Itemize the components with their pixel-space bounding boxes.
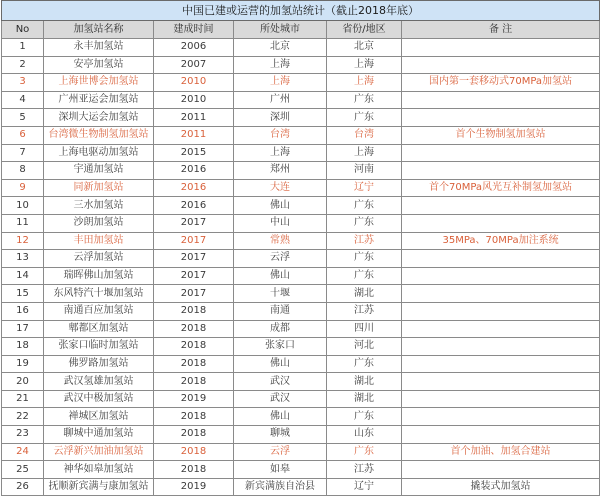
cell-city: 佛山	[234, 197, 327, 215]
cell-no: 7	[2, 144, 44, 162]
table-row	[2, 197, 600, 215]
cell-province: 江苏	[327, 232, 402, 250]
table-row	[2, 214, 600, 232]
cell-remark	[402, 250, 600, 268]
cell-station-name: 云浮新兴加油加氢站	[44, 443, 154, 461]
cell-station-name: 上海电驱动加氢站	[44, 144, 154, 162]
cell-no: 25	[2, 461, 44, 479]
table-row	[2, 126, 600, 144]
cell-city: 中山	[234, 214, 327, 232]
cell-build-year: 2015	[154, 144, 234, 162]
cell-no: 16	[2, 302, 44, 320]
cell-remark	[402, 56, 600, 74]
cell-province: 上海	[327, 144, 402, 162]
cell-province: 四川	[327, 320, 402, 338]
cell-city: 上海	[234, 144, 327, 162]
cell-province: 山东	[327, 426, 402, 444]
cell-station-name: 郫都区加氢站	[44, 320, 154, 338]
cell-station-name: 佛罗路加氢站	[44, 355, 154, 373]
cell-build-year: 2018	[154, 426, 234, 444]
cell-city: 上海	[234, 56, 327, 74]
cell-remark: 撬装式加氢站	[402, 478, 600, 496]
cell-province: 江苏	[327, 302, 402, 320]
table-row	[2, 302, 600, 320]
cell-build-year: 2016	[154, 179, 234, 197]
table-row	[2, 109, 600, 127]
cell-build-year: 2016	[154, 162, 234, 180]
table-row	[2, 39, 600, 57]
cell-remark	[402, 426, 600, 444]
cell-remark	[402, 373, 600, 391]
table-row	[2, 373, 600, 391]
cell-province: 广东	[327, 408, 402, 426]
header-province: 省份/地区	[327, 21, 402, 39]
cell-city: 成都	[234, 320, 327, 338]
cell-no: 22	[2, 408, 44, 426]
cell-city: 武汉	[234, 373, 327, 391]
cell-build-year: 2011	[154, 109, 234, 127]
table-row	[2, 461, 600, 479]
cell-city: 云浮	[234, 443, 327, 461]
table-row	[2, 232, 600, 250]
cell-build-year: 2017	[154, 250, 234, 268]
cell-no: 12	[2, 232, 44, 250]
cell-province: 台湾	[327, 126, 402, 144]
table-row	[2, 267, 600, 285]
cell-build-year: 2007	[154, 56, 234, 74]
cell-city: 佛山	[234, 355, 327, 373]
cell-no: 4	[2, 91, 44, 109]
cell-remark	[402, 144, 600, 162]
cell-no: 15	[2, 285, 44, 303]
cell-city: 云浮	[234, 250, 327, 268]
cell-station-name: 聊城中通加氢站	[44, 426, 154, 444]
cell-remark	[402, 355, 600, 373]
table-row	[2, 390, 600, 408]
table-row	[2, 250, 600, 268]
cell-city: 武汉	[234, 390, 327, 408]
header-remark: 备 注	[402, 21, 600, 39]
cell-province: 湖北	[327, 285, 402, 303]
header-city: 所处城市	[234, 21, 327, 39]
cell-remark	[402, 197, 600, 215]
table-row	[2, 426, 600, 444]
cell-remark: 国内第一套移动式70MPa加氢站	[402, 74, 600, 92]
cell-province: 河南	[327, 162, 402, 180]
table-row	[2, 320, 600, 338]
cell-no: 5	[2, 109, 44, 127]
cell-remark	[402, 39, 600, 57]
cell-province: 江苏	[327, 461, 402, 479]
cell-remark	[402, 390, 600, 408]
cell-city: 新宾满族自治县	[234, 478, 327, 496]
table-row	[2, 74, 600, 92]
cell-station-name: 抚顺新宾满与康加氢站	[44, 478, 154, 496]
cell-city: 郑州	[234, 162, 327, 180]
cell-remark	[402, 109, 600, 127]
header-name: 加氢站名称	[44, 21, 154, 39]
cell-remark	[402, 267, 600, 285]
cell-build-year: 2018	[154, 408, 234, 426]
header-time: 建成时间	[154, 21, 234, 39]
cell-no: 10	[2, 197, 44, 215]
cell-build-year: 2018	[154, 338, 234, 356]
table-row	[2, 144, 600, 162]
cell-build-year: 2018	[154, 355, 234, 373]
cell-city: 常熟	[234, 232, 327, 250]
cell-province: 广东	[327, 267, 402, 285]
cell-city: 如皋	[234, 461, 327, 479]
cell-build-year: 2018	[154, 443, 234, 461]
table-row	[2, 338, 600, 356]
cell-province: 广东	[327, 109, 402, 127]
cell-city: 佛山	[234, 267, 327, 285]
cell-no: 11	[2, 214, 44, 232]
cell-station-name: 瑞晖佛山加氢站	[44, 267, 154, 285]
cell-no: 1	[2, 39, 44, 57]
cell-station-name: 广州亚运会加氢站	[44, 91, 154, 109]
cell-no: 20	[2, 373, 44, 391]
cell-no: 9	[2, 179, 44, 197]
cell-city: 南通	[234, 302, 327, 320]
cell-remark	[402, 320, 600, 338]
cell-city: 佛山	[234, 408, 327, 426]
cell-province: 湖北	[327, 373, 402, 391]
cell-remark	[402, 214, 600, 232]
cell-city: 北京	[234, 39, 327, 57]
cell-province: 广东	[327, 355, 402, 373]
cell-province: 辽宁	[327, 478, 402, 496]
cell-city: 深圳	[234, 109, 327, 127]
cell-build-year: 2017	[154, 267, 234, 285]
cell-city: 广州	[234, 91, 327, 109]
cell-no: 24	[2, 443, 44, 461]
cell-build-year: 2018	[154, 461, 234, 479]
cell-remark	[402, 302, 600, 320]
table-row	[2, 179, 600, 197]
cell-province: 北京	[327, 39, 402, 57]
cell-province: 湖北	[327, 390, 402, 408]
cell-no: 19	[2, 355, 44, 373]
cell-province: 上海	[327, 56, 402, 74]
cell-build-year: 2019	[154, 478, 234, 496]
cell-remark	[402, 408, 600, 426]
cell-province: 广东	[327, 250, 402, 268]
cell-no: 13	[2, 250, 44, 268]
cell-build-year: 2006	[154, 39, 234, 57]
cell-station-name: 同新加氢站	[44, 179, 154, 197]
cell-province: 广东	[327, 443, 402, 461]
cell-build-year: 2016	[154, 197, 234, 215]
header-no: No	[2, 21, 44, 39]
cell-city: 上海	[234, 74, 327, 92]
cell-station-name: 宇通加氢站	[44, 162, 154, 180]
cell-remark: 首个生物制氢加氢站	[402, 126, 600, 144]
cell-station-name: 安亭加氢站	[44, 56, 154, 74]
table-row	[2, 443, 600, 461]
cell-station-name: 武汉中极加氢站	[44, 390, 154, 408]
cell-build-year: 2017	[154, 285, 234, 303]
table-body	[2, 39, 600, 496]
cell-station-name: 云浮加氢站	[44, 250, 154, 268]
table-row	[2, 56, 600, 74]
cell-no: 26	[2, 478, 44, 496]
cell-build-year: 2010	[154, 91, 234, 109]
cell-station-name: 张家口临时加氢站	[44, 338, 154, 356]
cell-no: 18	[2, 338, 44, 356]
cell-city: 聊城	[234, 426, 327, 444]
cell-station-name: 丰田加氢站	[44, 232, 154, 250]
cell-station-name: 上海世博会加氢站	[44, 74, 154, 92]
table-row	[2, 355, 600, 373]
cell-province: 广东	[327, 197, 402, 215]
cell-build-year: 2019	[154, 390, 234, 408]
cell-remark	[402, 285, 600, 303]
cell-province: 辽宁	[327, 179, 402, 197]
cell-station-name: 禅城区加氢站	[44, 408, 154, 426]
cell-station-name: 南通百应加氢站	[44, 302, 154, 320]
cell-remark: 35MPa、70MPa加注系统	[402, 232, 600, 250]
cell-no: 21	[2, 390, 44, 408]
cell-station-name: 深圳大运会加氢站	[44, 109, 154, 127]
cell-province: 上海	[327, 74, 402, 92]
cell-remark	[402, 91, 600, 109]
table-row	[2, 408, 600, 426]
cell-province: 广东	[327, 214, 402, 232]
cell-no: 23	[2, 426, 44, 444]
cell-no: 17	[2, 320, 44, 338]
cell-remark	[402, 338, 600, 356]
cell-build-year: 2017	[154, 214, 234, 232]
title-row	[2, 1, 600, 21]
cell-city: 大连	[234, 179, 327, 197]
table-row	[2, 285, 600, 303]
table-row	[2, 478, 600, 496]
table-row	[2, 162, 600, 180]
table-row	[2, 91, 600, 109]
cell-no: 3	[2, 74, 44, 92]
cell-station-name: 永丰加氢站	[44, 39, 154, 57]
cell-city: 张家口	[234, 338, 327, 356]
cell-no: 14	[2, 267, 44, 285]
cell-station-name: 东风特汽十堰加氢站	[44, 285, 154, 303]
cell-remark: 首个70MPa风光互补制氢加氢站	[402, 179, 600, 197]
cell-no: 8	[2, 162, 44, 180]
cell-build-year: 2010	[154, 74, 234, 92]
cell-build-year: 2011	[154, 126, 234, 144]
cell-build-year: 2017	[154, 232, 234, 250]
hydrogen-station-table	[1, 0, 600, 496]
cell-build-year: 2018	[154, 373, 234, 391]
cell-build-year: 2018	[154, 320, 234, 338]
cell-station-name: 武汉氢雄加氢站	[44, 373, 154, 391]
header-row	[2, 21, 600, 39]
cell-city: 台湾	[234, 126, 327, 144]
cell-province: 广东	[327, 91, 402, 109]
cell-province: 河北	[327, 338, 402, 356]
cell-no: 6	[2, 126, 44, 144]
cell-build-year: 2018	[154, 302, 234, 320]
table-title: 中国已建或运营的加氢站统计（截止2018年底）	[2, 1, 600, 21]
cell-station-name: 三水加氢站	[44, 197, 154, 215]
cell-remark: 首个加油、加氢合建站	[402, 443, 600, 461]
cell-station-name: 沙朗加氢站	[44, 214, 154, 232]
cell-city: 十堰	[234, 285, 327, 303]
cell-no: 2	[2, 56, 44, 74]
cell-remark	[402, 162, 600, 180]
cell-station-name: 神华如皋加氢站	[44, 461, 154, 479]
cell-station-name: 台湾微生物制氢加氢站	[44, 126, 154, 144]
cell-remark	[402, 461, 600, 479]
